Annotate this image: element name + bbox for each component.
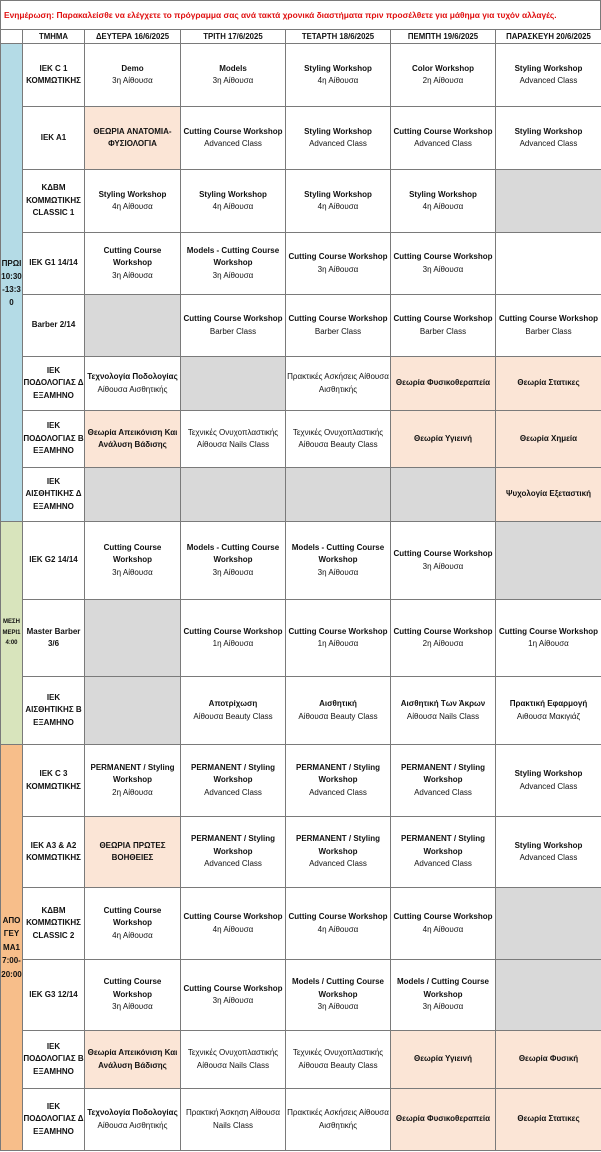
group-name-cell: ΙΕΚ ΠΟΔΟΛΟΓΙΑΣ Δ ΕΞΑΜΗΝΟ <box>23 357 85 411</box>
class-room: 1η Αίθουσα <box>317 639 359 648</box>
class-title: Ψυχολογία Εξεταστική <box>506 489 591 499</box>
class-title: Θεωρία Απεικόνιση Και Ανάλυση Βάδισης <box>87 427 178 449</box>
class-title: Θεωρία Στατικες <box>517 1114 580 1124</box>
schedule-cell-monday <box>85 44 181 107</box>
class-room: Barber Class <box>314 326 362 336</box>
schedule-cell-friday <box>496 960 601 1031</box>
schedule-cell-wednesday <box>286 233 391 295</box>
class-room: Τεχνικές Ονυχοπλαστικής Αίθουσα Nails Class <box>187 1048 279 1070</box>
class-room: Barber Class <box>525 326 572 336</box>
schedule-cell-tuesday <box>181 817 286 888</box>
group-name-cell: ΙΕΚ ΑΙΣΘΗΤΙΚΗΣ Δ ΕΞΑΜΗΝΟ <box>23 468 85 522</box>
class-room: Barber Class <box>209 326 257 336</box>
class-title: Models - Cutting Course Workshop <box>291 542 385 565</box>
class-room: 4η Αίθουσα <box>317 202 359 211</box>
class-title: Models / Cutting Course Workshop <box>397 977 489 999</box>
class-title: ΘΕΩΡΙΑ ΠΡΩΤΕΣ ΒΟΗΘΕΙΕΣ <box>99 840 166 862</box>
class-title: Cutting Course Workshop <box>393 252 493 261</box>
schedule-cell-tuesday <box>181 468 286 522</box>
table-row <box>1 468 601 522</box>
period-label: ΠΡΩΙ10:30-13:30 <box>1 258 22 307</box>
class-title: Styling Workshop <box>514 769 583 778</box>
group-name-cell: ΙΕΚ Α3 & Α2 ΚΟΜΜΩΤΙΚΗΣ <box>23 817 85 888</box>
class-room: Barber Class <box>419 326 467 336</box>
class-title: Cutting Course Workshop <box>103 977 162 999</box>
header-day-tuesday: ΤΡΙΤΗ 17/6/2025 <box>181 30 286 44</box>
class-title: Θεωρία Υγιεινή <box>414 433 472 443</box>
table-row <box>1 170 601 233</box>
schedule-cell-thursday <box>391 600 496 677</box>
group-name-cell: ΙΕΚ C 3 ΚΟΜΜΩΤΙΚΗΣ <box>23 745 85 817</box>
class-room: 3η Αίθουσα <box>317 567 359 577</box>
class-title: Styling Workshop <box>304 63 372 73</box>
table-row <box>1 888 601 960</box>
header-row <box>1 30 601 44</box>
class-room: 3η Αίθουσα <box>112 567 153 577</box>
schedule-cell-monday <box>85 1031 181 1089</box>
table-row <box>1 411 601 468</box>
schedule-cell-thursday <box>391 295 496 357</box>
class-room: 2η Αίθουσα <box>112 787 153 797</box>
class-title: Cutting Course Workshop <box>103 245 162 268</box>
class-title: Cutting Course Workshop <box>103 905 162 928</box>
schedule-cell-monday <box>85 960 181 1031</box>
table-row <box>1 1089 601 1151</box>
class-title: PERMANENT / Styling Workshop <box>295 834 380 856</box>
class-title: Τεχνολογία Ποδολογίας <box>87 372 178 381</box>
schedule-cell-thursday <box>391 1089 496 1151</box>
header-day-friday: ΠΑΡΑΣΚΕΥΗ 20/6/2025 <box>496 30 601 44</box>
class-room: 3η Αίθουσα <box>317 1002 359 1012</box>
schedule-cell-tuesday <box>181 600 286 677</box>
schedule-cell-friday <box>496 1031 601 1089</box>
class-title: Cutting Course Workshop <box>393 126 493 136</box>
class-title: Cutting Course Workshop <box>393 626 493 636</box>
schedule-cell-monday <box>85 468 181 522</box>
class-title: Cutting Course Workshop <box>288 626 388 636</box>
schedule-cell-tuesday <box>181 745 286 817</box>
class-room: Advanced Class <box>519 139 578 148</box>
table-row <box>1 295 601 357</box>
class-title: Cutting Course Workshop <box>499 314 598 323</box>
schedule-cell-thursday <box>391 233 496 295</box>
table-row <box>1 357 601 411</box>
table-row <box>1 745 601 817</box>
group-name-cell: ΚΔΒΜ ΚΟΜΜΩΤΙΚΗΣ CLASSIC 2 <box>23 888 85 960</box>
schedule-cell-wednesday <box>286 677 391 745</box>
schedule-table <box>0 29 601 1151</box>
schedule-cell-friday <box>496 411 601 468</box>
schedule-cell-friday <box>496 817 601 888</box>
schedule-cell-thursday <box>391 44 496 107</box>
class-room: 3η Αίθουσα <box>422 1002 464 1012</box>
class-title: Cutting Course Workshop <box>183 983 283 993</box>
group-name-cell: ΙΕΚ G3 12/14 <box>23 960 85 1031</box>
class-room: Advanced Class <box>519 853 578 862</box>
schedule-cell-tuesday <box>181 888 286 960</box>
schedule-cell-thursday <box>391 107 496 170</box>
class-title: Styling Workshop <box>409 189 477 199</box>
schedule-cell-friday <box>496 357 601 411</box>
group-name-cell: ΙΕΚ G1 14/14 <box>23 233 85 295</box>
class-title: Πρακτική Εφαρμογή <box>509 699 588 708</box>
class-title: Demo <box>121 63 144 73</box>
class-room: 3η Αίθουσα <box>212 270 254 280</box>
class-room: 4η Αίθουσα <box>112 202 153 211</box>
header-group: ΤΜΗΜΑ <box>23 30 85 44</box>
schedule-cell-thursday <box>391 468 496 522</box>
schedule-cell-wednesday <box>286 468 391 522</box>
class-room: 4η Αίθουσα <box>212 202 254 211</box>
group-name-cell: ΙΕΚ ΠΟΔΟΛΟΓΙΑΣ Β ΕΞΑΜΗΝΟ <box>23 411 85 468</box>
class-room: 4η Αίθουσα <box>422 202 464 211</box>
schedule-cell-monday <box>85 600 181 677</box>
class-room: Αίθουσα Nails Class <box>406 711 480 721</box>
class-room: Advanced Class <box>204 139 262 148</box>
class-title: Θεωρία Στατικες <box>517 378 580 388</box>
class-room: 1η Αίθουσα <box>212 639 254 648</box>
schedule-cell-monday <box>85 107 181 170</box>
period-label: ΜΕΣΗΜΕΡΙ14:00 <box>2 619 21 647</box>
class-title: Styling Workshop <box>304 126 372 136</box>
schedule-cell-wednesday <box>286 411 391 468</box>
schedule-cell-wednesday <box>286 960 391 1031</box>
schedule-cell-monday <box>85 170 181 233</box>
period-label-cell <box>1 44 23 522</box>
class-title: Models - Cutting Course Workshop <box>186 245 280 268</box>
table-row <box>1 960 601 1031</box>
class-title: Cutting Course Workshop <box>103 542 162 565</box>
schedule-cell-tuesday <box>181 522 286 600</box>
class-title: Θεωρία Χημεία <box>519 433 578 443</box>
header-day-thursday: ΠΕΜΠΤΗ 19/6/2025 <box>391 30 496 44</box>
class-title: Styling Workshop <box>514 840 583 850</box>
group-name-cell: Master Barber 3/6 <box>23 600 85 677</box>
class-room: 3η Αίθουσα <box>112 76 153 85</box>
schedule-cell-tuesday <box>181 44 286 107</box>
schedule-cell-friday <box>496 468 601 522</box>
class-room: Τεχνικές Ονυχοπλαστικής Αίθουσα Beauty Class <box>292 427 384 449</box>
class-room: 3η Αίθουσα <box>112 1002 153 1012</box>
schedule-cell-thursday <box>391 745 496 817</box>
class-room: Αίθουσα Beauty Class <box>193 711 273 721</box>
class-title: Θεωρία Υγιεινή <box>414 1054 472 1064</box>
schedule-cell-wednesday <box>286 1031 391 1089</box>
schedule-cell-wednesday <box>286 107 391 170</box>
schedule-cell-friday <box>496 888 601 960</box>
class-title: Cutting Course Workshop <box>183 912 283 921</box>
schedule-cell-monday <box>85 817 181 888</box>
class-title: Cutting Course Workshop <box>499 626 598 636</box>
schedule-cell-monday <box>85 522 181 600</box>
schedule-cell-monday <box>85 677 181 745</box>
class-room: Advanced Class <box>204 787 262 797</box>
table-row <box>1 44 601 107</box>
class-room: Advanced Class <box>309 139 367 148</box>
schedule-cell-thursday <box>391 960 496 1031</box>
schedule-cell-wednesday <box>286 888 391 960</box>
schedule-cell-monday <box>85 233 181 295</box>
schedule-cell-thursday <box>391 677 496 745</box>
period-label-cell <box>1 745 23 1151</box>
class-title: Θεωρία Απεικόνιση Και Ανάλυση Βάδισης <box>87 1048 178 1070</box>
class-title: Color Workshop <box>411 63 475 73</box>
table-row <box>1 677 601 745</box>
class-title: Styling Workshop <box>98 189 167 199</box>
table-row <box>1 107 601 170</box>
schedule-body <box>1 44 601 1151</box>
class-title: Cutting Course Workshop <box>288 314 388 323</box>
header-period-corner <box>1 30 23 44</box>
schedule-cell-tuesday <box>181 170 286 233</box>
class-room: Advanced Class <box>309 859 367 869</box>
class-room: Αίθουσα Αισθητικής <box>97 384 168 394</box>
schedule-cell-thursday <box>391 1031 496 1089</box>
class-title: Cutting Course Workshop <box>393 912 493 921</box>
schedule-cell-monday <box>85 888 181 960</box>
class-title: PERMANENT / Styling Workshop <box>190 834 275 856</box>
class-room: Advanced Class <box>414 859 472 869</box>
schedule-cell-wednesday <box>286 170 391 233</box>
schedule-cell-tuesday <box>181 960 286 1031</box>
class-room: 4η Αίθουσα <box>317 924 359 934</box>
schedule-cell-monday <box>85 411 181 468</box>
class-room: 3η Αίθουσα <box>317 264 359 274</box>
class-title: Models <box>219 63 247 73</box>
class-room: Advanced Class <box>414 787 472 797</box>
schedule-cell-friday <box>496 107 601 170</box>
schedule-cell-tuesday <box>181 1031 286 1089</box>
schedule-cell-friday <box>496 745 601 817</box>
schedule-cell-friday <box>496 233 601 295</box>
class-room: 4η Αίθουσα <box>212 924 254 934</box>
schedule-cell-tuesday <box>181 107 286 170</box>
schedule-cell-thursday <box>391 357 496 411</box>
class-room: 3η Αίθουσα <box>212 567 254 577</box>
schedule-cell-friday <box>496 170 601 233</box>
schedule-cell-tuesday <box>181 677 286 745</box>
schedule-cell-wednesday <box>286 600 391 677</box>
class-room: Αιθουσα Μακιγιάζ <box>516 711 581 721</box>
class-room: 2η Αίθουσα <box>422 639 464 648</box>
class-room: Πρακτικές Ασκήσεις Αίθουσα Αισθητικής <box>287 372 389 394</box>
group-name-cell: ΙΕΚ ΠΟΔΟΛΟΓΙΑΣ Β ΕΞΑΜΗΝΟ <box>23 1031 85 1089</box>
class-room: Τεχνικές Ονυχοπλαστικής Αίθουσα Nails Class <box>187 427 279 449</box>
schedule-cell-monday <box>85 1089 181 1151</box>
schedule-cell-tuesday <box>181 357 286 411</box>
schedule-cell-thursday <box>391 522 496 600</box>
schedule-cell-monday <box>85 357 181 411</box>
schedule-cell-friday <box>496 1089 601 1151</box>
class-title: Styling Workshop <box>304 189 372 199</box>
table-row <box>1 1031 601 1089</box>
group-name-cell: ΙΕΚ ΑΙΣΘΗΤΙΚΗΣ Β ΕΞΑΜΗΝΟ <box>23 677 85 745</box>
class-room: 1η Αίθουσα <box>528 639 569 648</box>
class-title: Αισθητική <box>319 699 357 708</box>
class-room: Αίθουσα Beauty Class <box>298 711 378 721</box>
schedule-cell-tuesday <box>181 411 286 468</box>
class-title: Θεωρία Φυσική <box>518 1054 579 1064</box>
class-room: 3η Αίθουσα <box>212 996 254 1005</box>
update-notice: Ενημέρωση: Παρακαλείσθε να ελέγχετε το πρόγραμμα σας ανά τακτά χρονικά διαστήματα πριν προσέλθετε για μάθημα για τυχόν αλλαγές. <box>0 0 601 29</box>
table-row <box>1 233 601 295</box>
schedule-cell-wednesday <box>286 817 391 888</box>
class-title: PERMANENT / Styling Workshop <box>190 762 275 785</box>
schedule-cell-wednesday <box>286 1089 391 1151</box>
schedule-cell-tuesday <box>181 233 286 295</box>
schedule-cell-friday <box>496 522 601 600</box>
schedule-cell-monday <box>85 295 181 357</box>
class-room: Advanced Class <box>519 76 578 85</box>
group-name-cell: Barber 2/14 <box>23 295 85 357</box>
table-row <box>1 600 601 677</box>
table-row <box>1 817 601 888</box>
class-title: Models / Cutting Course Workshop <box>292 977 384 999</box>
class-room: 3η Αίθουσα <box>112 270 153 280</box>
class-room: 3η Αίθουσα <box>422 561 464 571</box>
schedule-cell-thursday <box>391 411 496 468</box>
schedule-cell-monday <box>85 745 181 817</box>
class-room: Advanced Class <box>309 787 367 797</box>
group-name-cell: ΙΕΚ G2 14/14 <box>23 522 85 600</box>
class-title: Cutting Course Workshop <box>288 252 388 261</box>
schedule-cell-thursday <box>391 170 496 233</box>
class-room: Advanced Class <box>204 859 262 869</box>
schedule-cell-wednesday <box>286 44 391 107</box>
schedule-cell-tuesday <box>181 1089 286 1151</box>
class-title: Cutting Course Workshop <box>393 314 493 323</box>
class-room: Advanced Class <box>519 781 578 791</box>
group-name-cell: ΙΕΚ Α1 <box>23 107 85 170</box>
group-name-cell: ΙΕΚ C 1 ΚΟΜΜΩΤΙΚΗΣ <box>23 44 85 107</box>
class-room: Πρακτική Άσκηση Αίθουσα Nails Class <box>186 1108 280 1130</box>
class-room: Πρακτικές Ασκήσεις Αίθουσα Αισθητικής <box>287 1108 389 1130</box>
schedule-cell-friday <box>496 295 601 357</box>
class-title: Cutting Course Workshop <box>183 626 283 636</box>
class-room: Advanced Class <box>414 139 472 148</box>
period-label-cell <box>1 522 23 745</box>
header-day-wednesday: ΤΕΤΑΡΤΗ 18/6/2025 <box>286 30 391 44</box>
class-room: 4η Αίθουσα <box>317 76 359 85</box>
class-room: 3η Αίθουσα <box>212 76 254 85</box>
class-room: 2η Αίθουσα <box>422 76 464 85</box>
class-room: 4η Αίθουσα <box>422 924 464 934</box>
class-title: Cutting Course Workshop <box>183 314 283 323</box>
table-row <box>1 522 601 600</box>
class-title: Styling Workshop <box>514 63 583 73</box>
class-title: Cutting Course Workshop <box>288 912 388 921</box>
header-day-monday: ΔΕΥΤΕΡΑ 16/6/2025 <box>85 30 181 44</box>
schedule-cell-tuesday <box>181 295 286 357</box>
class-title: Cutting Course Workshop <box>393 549 493 558</box>
group-name-cell: ΙΕΚ ΠΟΔΟΛΟΓΙΑΣ Δ ΕΞΑΜΗΝΟ <box>23 1089 85 1151</box>
schedule-cell-thursday <box>391 817 496 888</box>
schedule-cell-friday <box>496 600 601 677</box>
class-room: Αίθουσα Αισθητικής <box>97 1120 168 1130</box>
schedule-cell-wednesday <box>286 522 391 600</box>
class-title: Αποτρίχωση <box>208 699 258 708</box>
schedule-cell-friday <box>496 44 601 107</box>
class-room: 3η Αίθουσα <box>422 264 464 274</box>
class-title: Models - Cutting Course Workshop <box>186 542 280 565</box>
class-title: Αισθητική Των Άκρων <box>400 699 486 708</box>
schedule-cell-wednesday <box>286 745 391 817</box>
class-title: PERMANENT / Styling Workshop <box>400 834 485 856</box>
class-room: 4η Αίθουσα <box>112 930 153 940</box>
class-title: Τεχνολογία Ποδολογίας <box>87 1108 178 1117</box>
class-title: PERMANENT / Styling Workshop <box>400 762 485 785</box>
class-title: Θεωρία Φυσικοθεραπεία <box>395 378 491 388</box>
schedule-cell-friday <box>496 677 601 745</box>
class-room: Τεχνικές Ονυχοπλαστικής Αίθουσα Beauty Class <box>292 1048 384 1070</box>
class-title: Styling Workshop <box>199 189 267 199</box>
schedule-cell-wednesday <box>286 357 391 411</box>
class-title: Styling Workshop <box>514 126 583 136</box>
class-title: Θεωρία Φυσικοθεραπεία <box>395 1114 491 1124</box>
schedule-cell-thursday <box>391 888 496 960</box>
class-title: Cutting Course Workshop <box>183 126 283 136</box>
group-name-cell: ΚΔΒΜ ΚΟΜΜΩΤΙΚΗΣ CLASSIC 1 <box>23 170 85 233</box>
class-title: PERMANENT / Styling Workshop <box>90 762 175 785</box>
schedule-cell-wednesday <box>286 295 391 357</box>
class-title: PERMANENT / Styling Workshop <box>295 762 380 785</box>
period-label: ΑΠΟΓΕΥΜΑ17:00-20:00 <box>1 915 22 979</box>
class-title: ΘΕΩΡΙΑ ΑΝΑΤΟΜΙΑ-ΦΥΣΙΟΛΟΓΙΑ <box>93 126 172 148</box>
